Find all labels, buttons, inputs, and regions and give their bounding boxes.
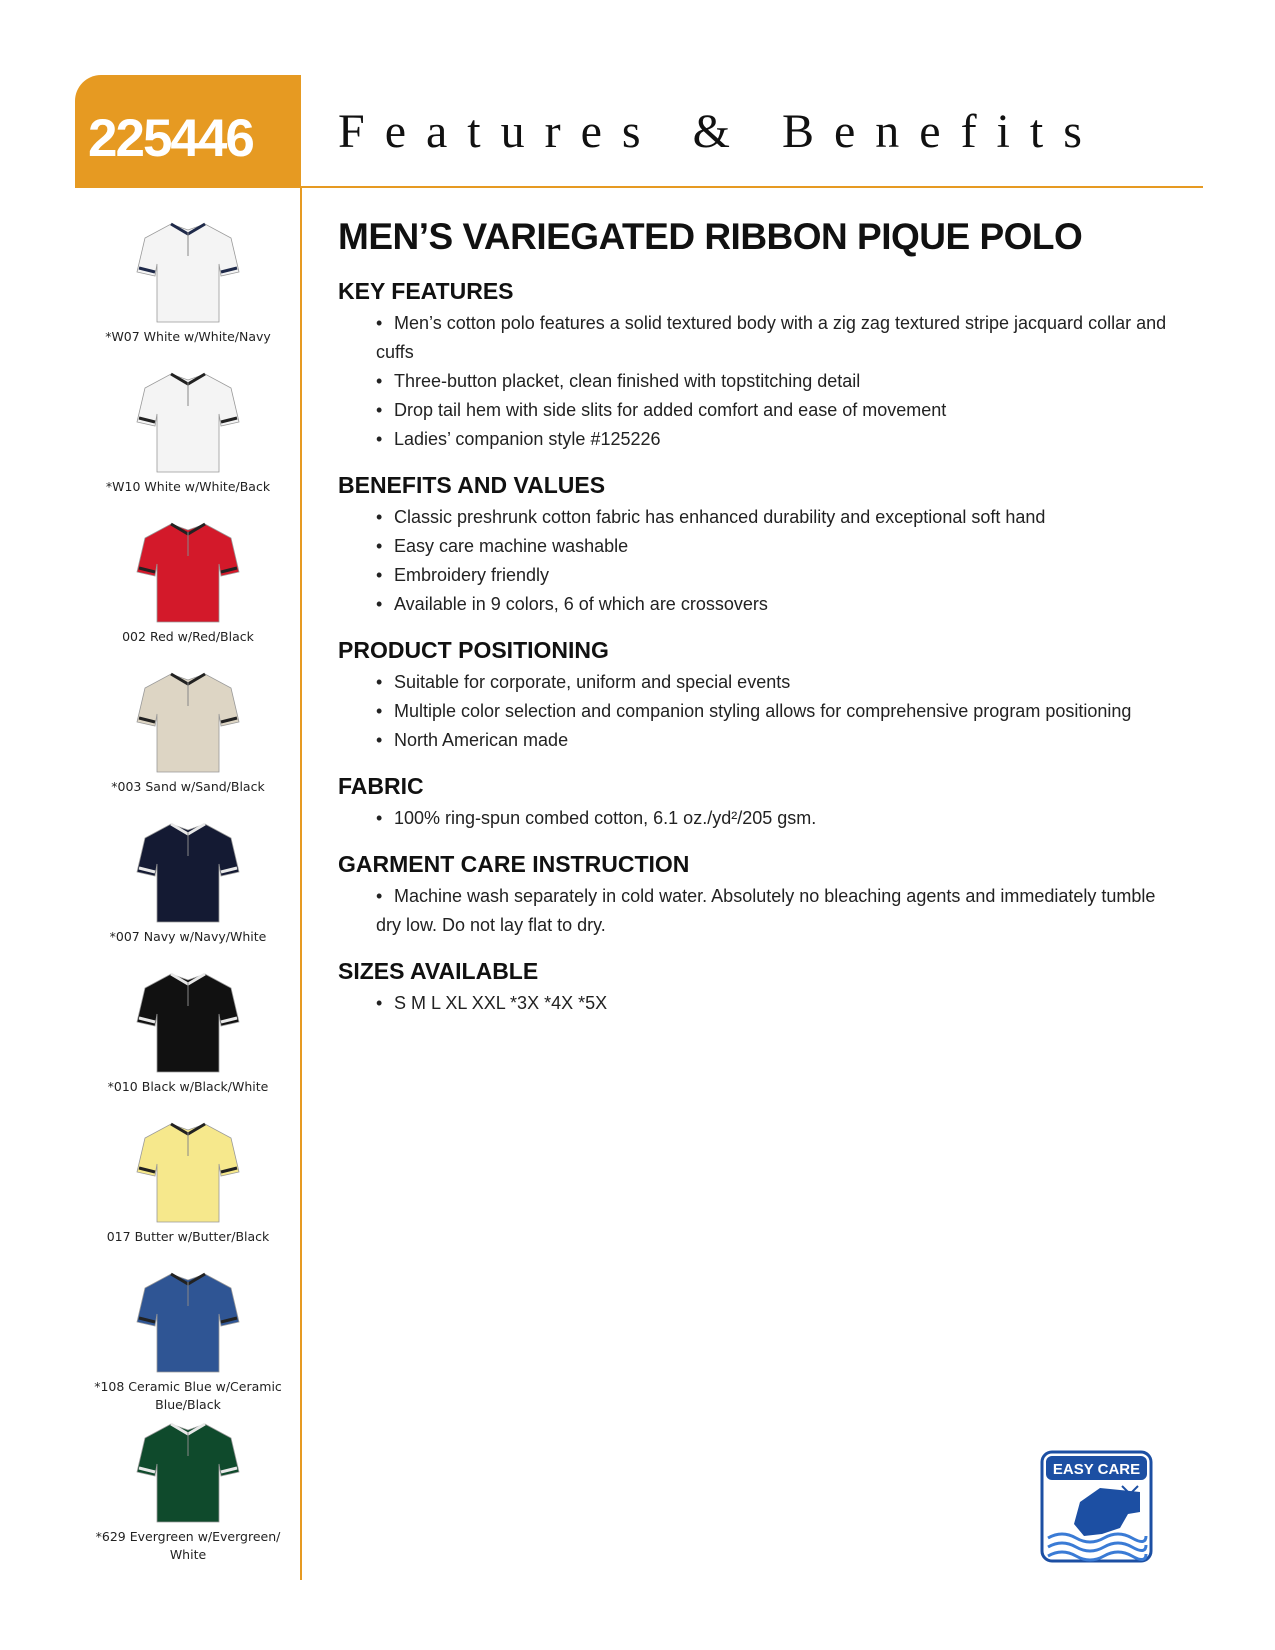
- bullet-list: [338, 668, 1178, 755]
- bullet-item: [338, 396, 1178, 425]
- swatch-caption: 002 Red w/Red/Black: [122, 629, 254, 644]
- bullet-item: [338, 532, 1178, 561]
- swatch-caption: *W07 White w/White/Navy: [105, 329, 271, 344]
- swatch-caption: *629 Evergreen w/Evergreen/ White: [95, 1529, 281, 1562]
- header-divider: [301, 186, 1203, 188]
- bullet-text: S M L XL XXL *3X *4X *5X: [394, 993, 608, 1013]
- bullet-text: Machine wash separately in cold water. Absolutely no bleaching agents and immediately tumble dry low. Do not lay flat to dry.: [376, 886, 1156, 935]
- polo-shirt-icon: [133, 1416, 243, 1526]
- feature-section: [338, 958, 1178, 1018]
- bullet-icon: •: [376, 507, 383, 527]
- bullet-icon: •: [376, 400, 383, 420]
- feature-section: [338, 637, 1178, 755]
- bullet-icon: •: [376, 371, 383, 391]
- color-swatch: [88, 1416, 288, 1564]
- polo-shirt-icon: [133, 966, 243, 1076]
- bullet-icon: •: [376, 594, 383, 614]
- bullet-text: Drop tail hem with side slits for added comfort and ease of movement: [394, 400, 947, 420]
- bullet-text: North American made: [394, 730, 569, 750]
- color-swatch: [88, 816, 288, 946]
- swatch-caption: *010 Black w/Black/White: [107, 1079, 269, 1094]
- section-heading: PRODUCT POSITIONING: [338, 637, 609, 663]
- swatch-caption: 017 Butter w/Butter/Black: [106, 1229, 270, 1244]
- polo-shirt-icon: [133, 816, 243, 926]
- bullet-icon: •: [376, 429, 383, 449]
- swatch-caption: *007 Navy w/Navy/White: [109, 929, 267, 944]
- easy-care-badge: [1040, 1450, 1153, 1563]
- polo-shirt-icon: [133, 666, 243, 776]
- bullet-icon: •: [376, 536, 383, 556]
- bullet-list: [338, 309, 1178, 454]
- section-heading: BENEFITS AND VALUES: [338, 472, 606, 498]
- bullet-text: Three-button placket, clean finished with topstitching detail: [394, 371, 861, 391]
- bullet-item: [338, 590, 1178, 619]
- bullet-text: Classic preshrunk cotton fabric has enhanced durability and exceptional soft hand: [394, 507, 1046, 527]
- swatch-caption: *W10 White w/White/Back: [105, 479, 271, 494]
- bullet-item: [338, 882, 1178, 940]
- bullet-list: [338, 989, 1178, 1018]
- polo-shirt-icon: [133, 1266, 243, 1376]
- bullet-icon: •: [376, 701, 383, 721]
- bullet-item: [338, 561, 1178, 590]
- bullet-icon: •: [376, 808, 383, 828]
- bullet-item: [338, 503, 1178, 532]
- bullet-text: Men’s cotton polo features a solid textured body with a zig zag textured stripe jacquard collar and cuffs: [376, 313, 1167, 362]
- swatch-caption: *108 Ceramic Blue w/Ceramic Blue/Black: [94, 1379, 282, 1412]
- bullet-list: [338, 503, 1178, 619]
- bullet-text: Ladies’ companion style #125226: [394, 429, 661, 449]
- bullet-icon: •: [376, 886, 383, 906]
- bullet-text: Available in 9 colors, 6 of which are crossovers: [394, 594, 768, 614]
- bullet-item: [338, 804, 1178, 833]
- bullet-text: 100% ring-spun combed cotton, 6.1 oz./yd²/205 gsm.: [394, 808, 817, 828]
- bullet-text: Multiple color selection and companion styling allows for comprehensive program positioning: [394, 701, 1132, 721]
- polo-shirt-icon: [133, 516, 243, 626]
- polo-shirt-icon: [133, 366, 243, 476]
- sidebar-divider: [300, 186, 302, 1580]
- bullet-text: Suitable for corporate, uniform and special events: [394, 672, 791, 692]
- color-swatch: [88, 666, 288, 796]
- bullet-item: [338, 425, 1178, 454]
- polo-shirt-icon: [133, 1116, 243, 1226]
- color-swatch: [88, 216, 288, 346]
- feature-section: [338, 472, 1178, 619]
- bullet-text: Embroidery friendly: [394, 565, 550, 585]
- bullet-icon: •: [376, 672, 383, 692]
- page-title: Features & Benefits: [338, 105, 1102, 158]
- bullet-item: [338, 989, 1178, 1018]
- section-heading: KEY FEATURES: [338, 278, 514, 304]
- polo-shirt-icon: [133, 216, 243, 326]
- style-number: 225446: [88, 109, 253, 168]
- bullet-icon: •: [376, 313, 383, 333]
- main-content: [338, 216, 1178, 1036]
- bullet-item: [338, 697, 1178, 726]
- bullet-item: [338, 309, 1178, 367]
- color-swatch: [88, 366, 288, 496]
- bullet-item: [338, 668, 1178, 697]
- feature-sections: [338, 278, 1178, 1018]
- color-swatch: [88, 966, 288, 1096]
- bullet-icon: •: [376, 565, 383, 585]
- feature-section: [338, 278, 1178, 454]
- bullet-list: [338, 882, 1178, 940]
- color-swatch: [88, 1116, 288, 1246]
- section-heading: GARMENT CARE INSTRUCTION: [338, 851, 690, 877]
- color-swatch: [88, 516, 288, 646]
- easy-care-shirt-icon: [1040, 1450, 1153, 1563]
- swatch-caption: *003 Sand w/Sand/Black: [111, 779, 265, 794]
- product-title: MEN’S VARIEGATED RIBBON PIQUE POLO: [338, 216, 1083, 257]
- section-heading: FABRIC: [338, 773, 424, 799]
- feature-section: [338, 851, 1178, 940]
- bullet-text: Easy care machine washable: [394, 536, 629, 556]
- bullet-icon: •: [376, 993, 383, 1013]
- bullet-icon: •: [376, 730, 383, 750]
- section-heading: SIZES AVAILABLE: [338, 958, 539, 984]
- color-swatch: [88, 1266, 288, 1414]
- bullet-list: [338, 804, 1178, 833]
- bullet-item: [338, 726, 1178, 755]
- feature-section: [338, 773, 1178, 833]
- badge-label: EASY CARE: [1052, 1461, 1141, 1478]
- bullet-item: [338, 367, 1178, 396]
